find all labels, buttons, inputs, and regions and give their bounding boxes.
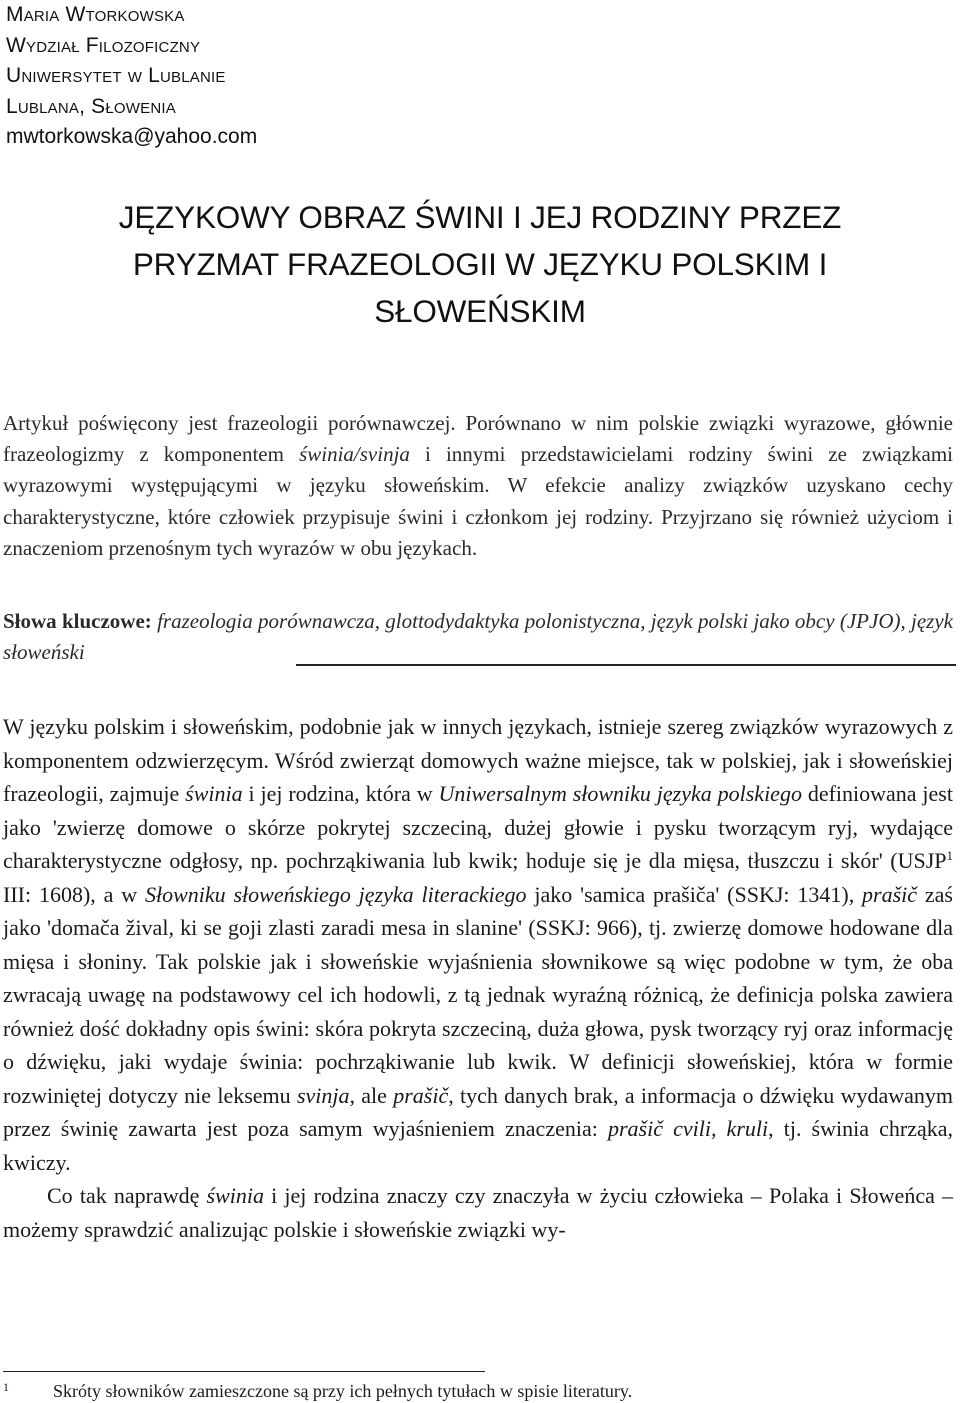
keywords-text: frazeologia porównawcza, glottodydaktyka polonistyczna, język polski jako obcy (JPJO), język słoweński xyxy=(3,609,953,664)
title-line-3: SŁOWEŃSKIM xyxy=(374,293,586,329)
text-run: zaś jako 'domača žival, ki se goji zlasti zaradi mesa in slanine' (SSKJ: 966), tj. zwierzę domowe hodowane dla mięsa i słoniny. Tak polskie jak i słoweńskie wyjaśnienia słownikowe są więc podobne w tym, że oba zwracają uwagę na podstawowy cel ich hodowli, z tą jednak wyraźną różnicą, że definicja polska zawiera również dość dokładny opis świni: skóra pokryta szczeciną, duża głowa, pysk tworzący ryj oraz informację o dźwięku, jaki wydaje świnia: pochrząkiwanie lub kwik. W definicji słoweńskiej, która w formie rozwiniętej dotyczy nie leksemu xyxy=(3,881,953,1108)
keywords-divider xyxy=(296,664,956,666)
text-run: Co tak naprawdę xyxy=(47,1183,207,1208)
italic-term: prašič xyxy=(862,881,918,907)
abstract-term: świnia/svinja xyxy=(299,442,410,467)
italic-term: Słowniku słoweńskiego języka literackiego xyxy=(144,881,527,907)
italic-term: świnia xyxy=(185,781,243,806)
footnote xyxy=(3,1375,953,1403)
abstract-part-1: Artykuł poświęcony jest frazeologii porównawczej. Porównano w nim polskie związki wyrazowe, głównie frazeologizmy z komponentem xyxy=(3,411,953,467)
text-run: i jej rodzina, która w xyxy=(242,781,439,806)
italic-term: Uniwersalnym słowniku języka polskiego xyxy=(438,781,802,806)
abstract xyxy=(3,408,953,564)
text-run: jako 'samica prašiča' (SSKJ: 1341), xyxy=(526,881,863,907)
italic-term: prašič cvili, kruli xyxy=(607,1116,769,1141)
keywords-label: Słowa kluczowe: xyxy=(3,609,152,633)
footnote-number: 1 xyxy=(3,1380,9,1394)
title-line-2: PRYZMAT FRAZEOLOGII W JĘZYKU POLSKIM I xyxy=(132,246,828,282)
author-faculty: Wydział Filozoficzny xyxy=(6,33,201,57)
footnote-divider xyxy=(3,1371,485,1372)
author-university: Uniwersytet w Lublanie xyxy=(6,64,226,87)
text-run: III: 1608), a w xyxy=(3,881,145,907)
text-run: , ale xyxy=(349,1082,394,1108)
footnote-ref: 1 xyxy=(946,848,953,863)
article-title xyxy=(0,194,960,335)
italic-term: świnia xyxy=(206,1183,264,1208)
italic-term: prašič xyxy=(393,1082,449,1108)
abstract-part-2: i innymi przedstawicielami rodziny świni ze związkami wyrazowymi występującymi w języku słoweńskim. W efekcie analizy związków uzyskano cechy charakterystyczne, które człowiek przypisuje świni i członkom jej rodziny. Przyjrzano się również użyciom i znaczeniom przenośnym tych wyrazów w obu językach. xyxy=(3,442,953,560)
author-city: Lublana, Słowenia xyxy=(6,94,176,118)
text-run: W języku polskim i słoweńskim, podobnie jak w innych językach, istnieje szereg związków wyrazowych z komponentem odzwierzęcym. Wśród zwierząt domowych ważne miejsce, tak w polskiej, jak i słoweńskiej frazeologii, zajmuje xyxy=(3,714,953,806)
footnote-text: Skróty słowników zamieszczone są przy ich pełnych tytułach w spisie literatury. xyxy=(53,1381,633,1401)
body-paragraph-1 xyxy=(3,710,953,1179)
text-run: , tj. świnia chrząka, kwiczy. xyxy=(3,1116,953,1175)
author-name: Maria Wtorkowska xyxy=(6,3,185,26)
italic-term: svinja xyxy=(296,1082,350,1108)
author-block xyxy=(6,0,257,153)
keywords xyxy=(3,606,953,668)
body-text xyxy=(3,710,953,1246)
text-run: definiowana jest jako 'zwierzę domowe o skórze pokrytej szczeciną, dużej głowie i pysku tworzącym ryj, wydające charakterystyczne odgłosy, np. pochrząkiwania lub kwik; hoduje się je dla mięsa, tłuszczu i skór' (USJP xyxy=(3,781,953,873)
text-run: , tych danych brak, a informacja o dźwięku wydawanym przez świnię zawarta jest poza samym wyjaśnieniem znaczenia: xyxy=(3,1082,953,1141)
text-run: i jej rodzina znaczy czy znaczyła w życiu człowieka – Polaka i Słoweńca – możemy sprawdzić analizując polskie i słoweńskie związki wy- xyxy=(3,1183,953,1242)
title-line-1: JĘZYKOWY OBRAZ ŚWINI I JEJ RODZINY PRZEZ xyxy=(118,199,842,235)
abstract-text xyxy=(3,408,953,564)
body-paragraph-2 xyxy=(3,1179,953,1246)
author-email: mwtorkowska@yahoo.com xyxy=(6,125,258,148)
